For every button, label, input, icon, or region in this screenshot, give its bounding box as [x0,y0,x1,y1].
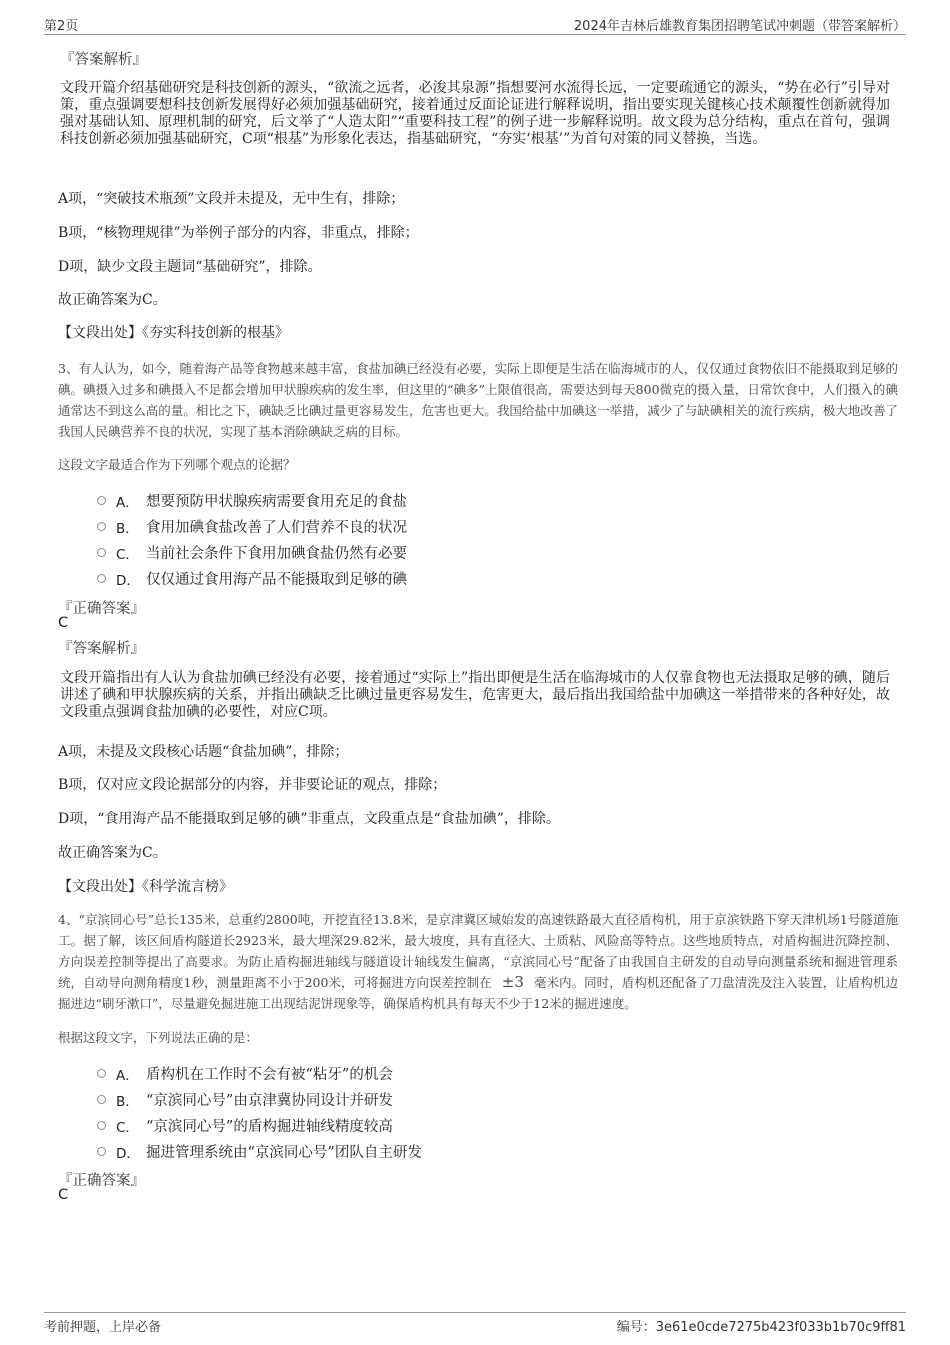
radio-button[interactable] [97,548,106,557]
page-number: 第2页 [44,19,79,34]
option-letter: A． [116,1067,139,1084]
q2-source: 【文段出处】《夯实科技创新的根基》 [58,325,289,341]
q3-option-c[interactable] [97,542,407,563]
option-text: 想要预防甲状腺疾病需要食用充足的食盐 [146,494,407,510]
option-text: 仅仅通过食用海产品不能摄取到足够的碘 [146,572,407,588]
q3-option-a[interactable] [97,490,407,511]
q4-tolerance: ±3 [501,973,524,991]
page-header [44,14,906,35]
q3-question: 这段文字最适合作为下列哪个观点的论据？ [58,457,296,472]
option-letter: D． [116,572,140,589]
option-text: “京滨同心号”由京津冀协同设计并研发 [146,1093,393,1109]
q3-correct-label: 『正确答案』 [58,601,145,617]
option-letter: D． [116,1145,140,1162]
option-text: 食用加碘食盐改善了人们营养不良的状况 [146,520,407,536]
q3-option-d-note: D项，“食用海产品不能摄取到足够的碘”非重点，文段重点是“食盐加碘”，排除。 [58,811,560,827]
radio-button[interactable] [97,1147,106,1156]
radio-button[interactable] [97,574,106,583]
document-title: 2024年吉林后雄教育集团招聘笔试冲刺题（带答案解析） [573,19,906,34]
q3-source: 【文段出处】《科学流言榜》 [58,879,233,895]
q3-option-b[interactable] [97,516,407,537]
radio-button[interactable] [97,1069,106,1078]
radio-button[interactable] [97,1121,106,1130]
option-text: 当前社会条件下食用加碘食盐仍然有必要 [146,546,407,562]
document-id: 编号：3e61e0cde7275b423f033b1b70c9ff81 [616,1320,906,1335]
q4-question: 根据这段文字，下列说法正确的是： [58,1030,259,1045]
q4-stem [58,909,898,1014]
q2-option-d-note: D项，缺少文段主题词“基础研究”，排除。 [58,259,322,275]
radio-button[interactable] [97,496,106,505]
q3-option-a-note: A项，未提及文段核心话题“食盐加碘”，排除； [58,744,349,760]
q3-analysis-label: 『答案解析』 [58,641,145,657]
q3-conclusion: 故正确答案为C。 [58,845,167,861]
q2-option-b-note: B项，“核物理规律”为举例子部分的内容，非重点，排除； [58,225,419,241]
footer-slogan: 考前押题，上岸必备 [44,1320,162,1335]
radio-button[interactable] [97,522,106,531]
q3-correct-answer: C [58,615,69,631]
option-letter: C． [116,546,139,563]
q3-stem: 3、有人认为，如今，随着海产品等食物越来越丰富，食盐加碘已经没有必要，实际上即便是生活在临海城市的人，仅仅通过食物依旧不能摄取到足够的碘。碘摄入过多和碘摄入不足都会增加甲状腺疾病的发生率，但这里的“碘多”上限值很高，需要达到每天800微克的摄入量，日常饮食中，人们摄入的碘通常达不到这么高的量。相比之下，碘缺乏比碘过量更容易发生，危害也更大。我国给盐中加碘这一举措，减少了与缺碘相关的流行疾病，极大地改善了我国人民碘营养不良的状况，实现了基本消除碘缺乏病的目标。 [58,361,898,439]
q4-correct-answer: C [58,1187,69,1203]
page-footer [44,1312,906,1335]
q4-stem-part2: 毫米内。同时，盾构机还配备了刀盘清洗及注入装置，让盾构机边掘进边“刷牙漱口”，尽量避免掘进施工出现结泥饼现象等，确保盾构机具有每天不少于12米的掘进速度。 [58,975,898,1011]
option-letter: C． [116,1119,139,1136]
radio-button[interactable] [97,1095,106,1104]
q4-option-c[interactable] [97,1115,393,1136]
q2-analysis-text: 文段开篇介绍基础研究是科技创新的源头，“欲流之远者，必浚其泉源”指想要河水流得长远，一定要疏通它的源头，“势在必行”引导对策，重点强调要想科技创新发展得好必须加强基础研究，接着通过反面论证进行解释说明，指出要实现关键核心技术颠覆性创新就得加强对基础认知、原理机制的研究，后文举了“人造太阳”“重要科技工程”的例子进一步解释说明。故文段为总分结构，重点在首句，强调科技创新必须加强基础研究，C项“根基”为形象化表达，指基础研究，“夯实‘根基’”为首句对策的同义替换，当选。 [60,80,890,147]
option-letter: B． [116,1093,139,1110]
option-text: 掘进管理系统由“京滨同心号”团队自主研发 [146,1145,422,1161]
q2-analysis-label: 『答案解析』 [60,52,147,68]
q4-correct-label: 『正确答案』 [58,1173,145,1189]
q4-option-b[interactable] [97,1089,393,1110]
q4-option-a[interactable] [97,1063,393,1084]
option-letter: A． [116,494,139,511]
option-letter: B． [116,520,139,537]
q4-option-d[interactable] [97,1141,422,1162]
q2-conclusion: 故正确答案为C。 [58,292,167,308]
q2-option-a-note: A项，“突破技术瓶颈”文段并未提及，无中生有，排除； [58,191,405,207]
q4-stem-part1: 4、“京滨同心号”总长135米，总重约2800吨，开挖直径13.8米，是京津冀区域始发的高速铁路最大直径盾构机，用于京滨铁路下穿天津机场1号隧道施工。据了解，该区间盾构隧道长2923米，最大埋深29.82米，最大坡度，具有直径大、土质粘、风险高等特点。这些地质特点，对盾构掘进沉降控制、方向误差控制等提出了高要求。为防止盾构掘进轴线与隧道设计轴线发生偏离，“京滨同心号”配备了由我国自主研发的自动导向测量系统和掘进管理系统，自动导向测角精度1秒，测量距离不小于200米，可将掘进方向误差控制在 [58,912,898,990]
q3-analysis-text: 文段开篇指出有人认为食盐加碘已经没有必要，接着通过“实际上”指出即便是生活在临海城市的人仅靠食物也无法摄取足够的碘，随后讲述了碘和甲状腺疾病的关系，并指出碘缺乏比碘过量更容易发生，危害更大，最后指出我国给盐中加碘这一举措带来的各种好处，故文段重点强调食盐加碘的必要性，对应C项。 [60,670,890,720]
option-text: 盾构机在工作时不会有被“粘牙”的机会 [146,1067,393,1083]
q3-option-d[interactable] [97,568,407,589]
q3-option-b-note: B项，仅对应文段论据部分的内容，并非要论证的观点，排除； [58,777,447,793]
option-text: “京滨同心号”的盾构掘进轴线精度较高 [146,1119,393,1135]
